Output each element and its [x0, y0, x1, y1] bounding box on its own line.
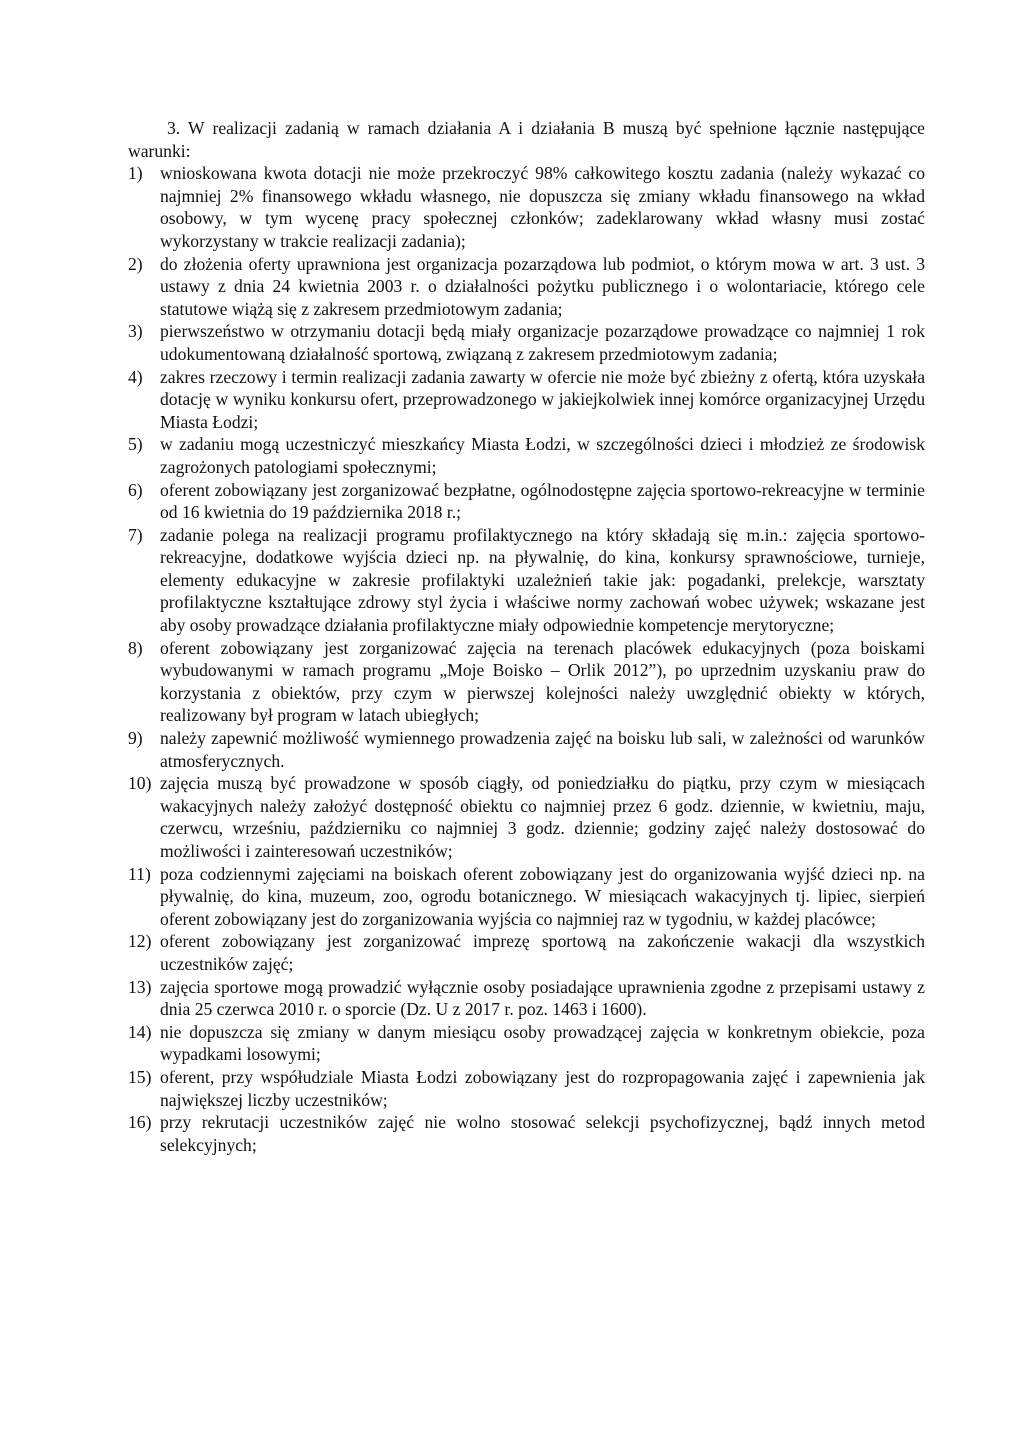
item-text: nie dopuszcza się zmiany w danym miesiącu osoby prowadzącej zajęcia w konkretnym obiekcie, poza wypadkami losowymi; [160, 1021, 925, 1065]
item-text: pierwszeństwo w otrzymaniu dotacji będą miały organizacje pozarządowe prowadzące co najmniej 1 rok udokumentowaną działalność sportową, związaną z zakresem przedmiotowym zadania; [160, 321, 925, 364]
list-item [128, 1021, 925, 1066]
item-number: 10) [128, 773, 152, 794]
item-text: zadanie polega na realizacji programu profilaktycznego na który składają się m.in.: zajęcia sportowo-rekreacyjne, dodatkowe wyjścia dzieci np. na pływalnię, do kina, konkursy sprawnościowe, turnieje, elementy edukacyjne w zakresie profilaktyki uzależnień takie jak: pogadanki, prelekcje, warsztaty profilaktyczne kształtujące zdrowy styl życia i właściwe normy zachowań wobec używek; wskazane jest aby osoby prowadzące działania profilaktyczne miały odpowiednie kompetencje merytoryczne; [160, 524, 925, 636]
list-item [128, 1111, 925, 1156]
item-number: 16) [128, 1112, 152, 1133]
item-number: 7) [128, 524, 143, 545]
list-item [128, 524, 925, 637]
list-item [128, 253, 925, 321]
item-text: oferent zobowiązany jest zorganizować bezpłatne, ogólnodostępne zajęcia sportowo-rekreacyjne w terminie od 16 kwietnia do 19 października 2018 r.; [160, 479, 925, 523]
list-item [128, 863, 925, 931]
item-number: 15) [128, 1066, 152, 1087]
item-text: wnioskowana kwota dotacji nie może przekroczyć 98% całkowitego kosztu zadania (należy wykazać co najmniej 2% finansowego wkładu własnego, nie dopuszcza się zmiany wkładu finansowego na wkład osobowy, w tym wycenę pracy społecznej członków; zadeklarowany wkład własny musi zostać wykorzystany w trakcie realizacji zadania); [160, 163, 925, 251]
item-number: 2) [128, 253, 143, 274]
item-number: 9) [128, 728, 143, 749]
item-number: 4) [128, 366, 143, 387]
list-item [128, 320, 925, 365]
list-item [128, 479, 925, 524]
item-number: 5) [128, 434, 143, 455]
item-number: 13) [128, 976, 152, 997]
item-text: w zadaniu mogą uczestniczyć mieszkańcy Miasta Łodzi, w szczególności dzieci i młodzież ze środowisk zagrożonych patologiami społecznymi; [160, 434, 925, 477]
conditions-list [128, 162, 925, 1156]
document-body [128, 117, 925, 1156]
item-text: oferent zobowiązany jest zorganizować zajęcia na terenach placówek edukacyjnych (poza boiskami wybudowanymi w ramach programu „Moje Boisko – Orlik 2012”), po uprzednim uzyskaniu praw do korzystania z obiektów, przy czym w pierwszej kolejności należy uwzględnić obiekty w których, realizowany był program w latach ubiegłych; [160, 637, 925, 726]
list-item [128, 930, 925, 975]
item-text: przy rekrutacji uczestników zajęć nie wolno stosować selekcji psychofizycznej, bądź innych metod selekcyjnych; [160, 1112, 925, 1155]
item-text: zakres rzeczowy i termin realizacji zadania zawarty w ofercie nie może być zbieżny z ofertą, która uzyskała dotację w wyniku konkursu ofert, przeprowadzonego w jakiejkolwiek innej komórce organizacyjnej Urzędu Miasta Łodzi; [160, 366, 925, 432]
item-number: 8) [128, 637, 143, 658]
item-text: oferent zobowiązany jest zorganizować imprezę sportową na zakończenie wakacji dla wszystkich uczestników zajęć; [160, 931, 925, 974]
list-item [128, 1066, 925, 1111]
item-number: 3) [128, 321, 143, 342]
item-number: 12) [128, 931, 152, 952]
list-item [128, 366, 925, 434]
list-item [128, 772, 925, 862]
list-item [128, 976, 925, 1021]
item-number: 6) [128, 479, 143, 500]
list-item [128, 433, 925, 478]
item-text: zajęcia sportowe mogą prowadzić wyłącznie osoby posiadające uprawnienia zgodne z przepisami ustawy z dnia 25 czerwca 2010 r. o sporcie (Dz. U z 2017 r. poz. 1463 i 1600). [160, 976, 925, 1020]
item-text: zajęcia muszą być prowadzone w sposób ciągły, od poniedziałku do piątku, przy czym w miesiącach wakacyjnych należy założyć dostępność obiektu co najmniej przez 6 godz. dziennie, w kwietniu, maju, czerwcu, wrześniu, październiku co najmniej 3 godz. dziennie; godziny zajęć należy dostosować do możliwości i zainteresowań uczestników; [160, 773, 925, 861]
item-text: poza codziennymi zajęciami na boiskach oferent zobowiązany jest do organizowania wyjść dzieci np. na pływalnię, do kina, muzeum, zoo, ogrodu botanicznego. W miesiącach wakacyjnych tj. lipiec, sierpień oferent zobowiązany jest do zorganizowania wyjścia co najmniej raz w tygodniu, w każdej placówce; [160, 863, 925, 929]
item-number: 11) [128, 863, 151, 884]
list-item [128, 637, 925, 727]
list-item [128, 727, 925, 772]
list-item [128, 162, 925, 252]
item-number: 14) [128, 1021, 152, 1042]
item-text: do złożenia oferty uprawniona jest organizacja pozarządowa lub podmiot, o którym mowa w art. 3 ust. 3 ustawy z dnia 24 kwietnia 2003 r. o działalności pożytku publicznego i o wolontariacie, którego cele statutowe wiążą się z zakresem przedmiotowym zadania; [160, 253, 925, 319]
intro-paragraph: 3. W realizacji zadanią w ramach działania A i działania B muszą być spełnione łącznie następujące warunki: [128, 118, 925, 161]
item-text: należy zapewnić możliwość wymiennego prowadzenia zajęć na boisku lub sali, w zależności od warunków atmosferycznych. [160, 728, 925, 771]
item-text: oferent, przy współudziale Miasta Łodzi zobowiązany jest do rozpropagowania zajęć i zapewnienia jak największej liczby uczestników; [160, 1066, 925, 1110]
item-number: 1) [128, 163, 143, 184]
